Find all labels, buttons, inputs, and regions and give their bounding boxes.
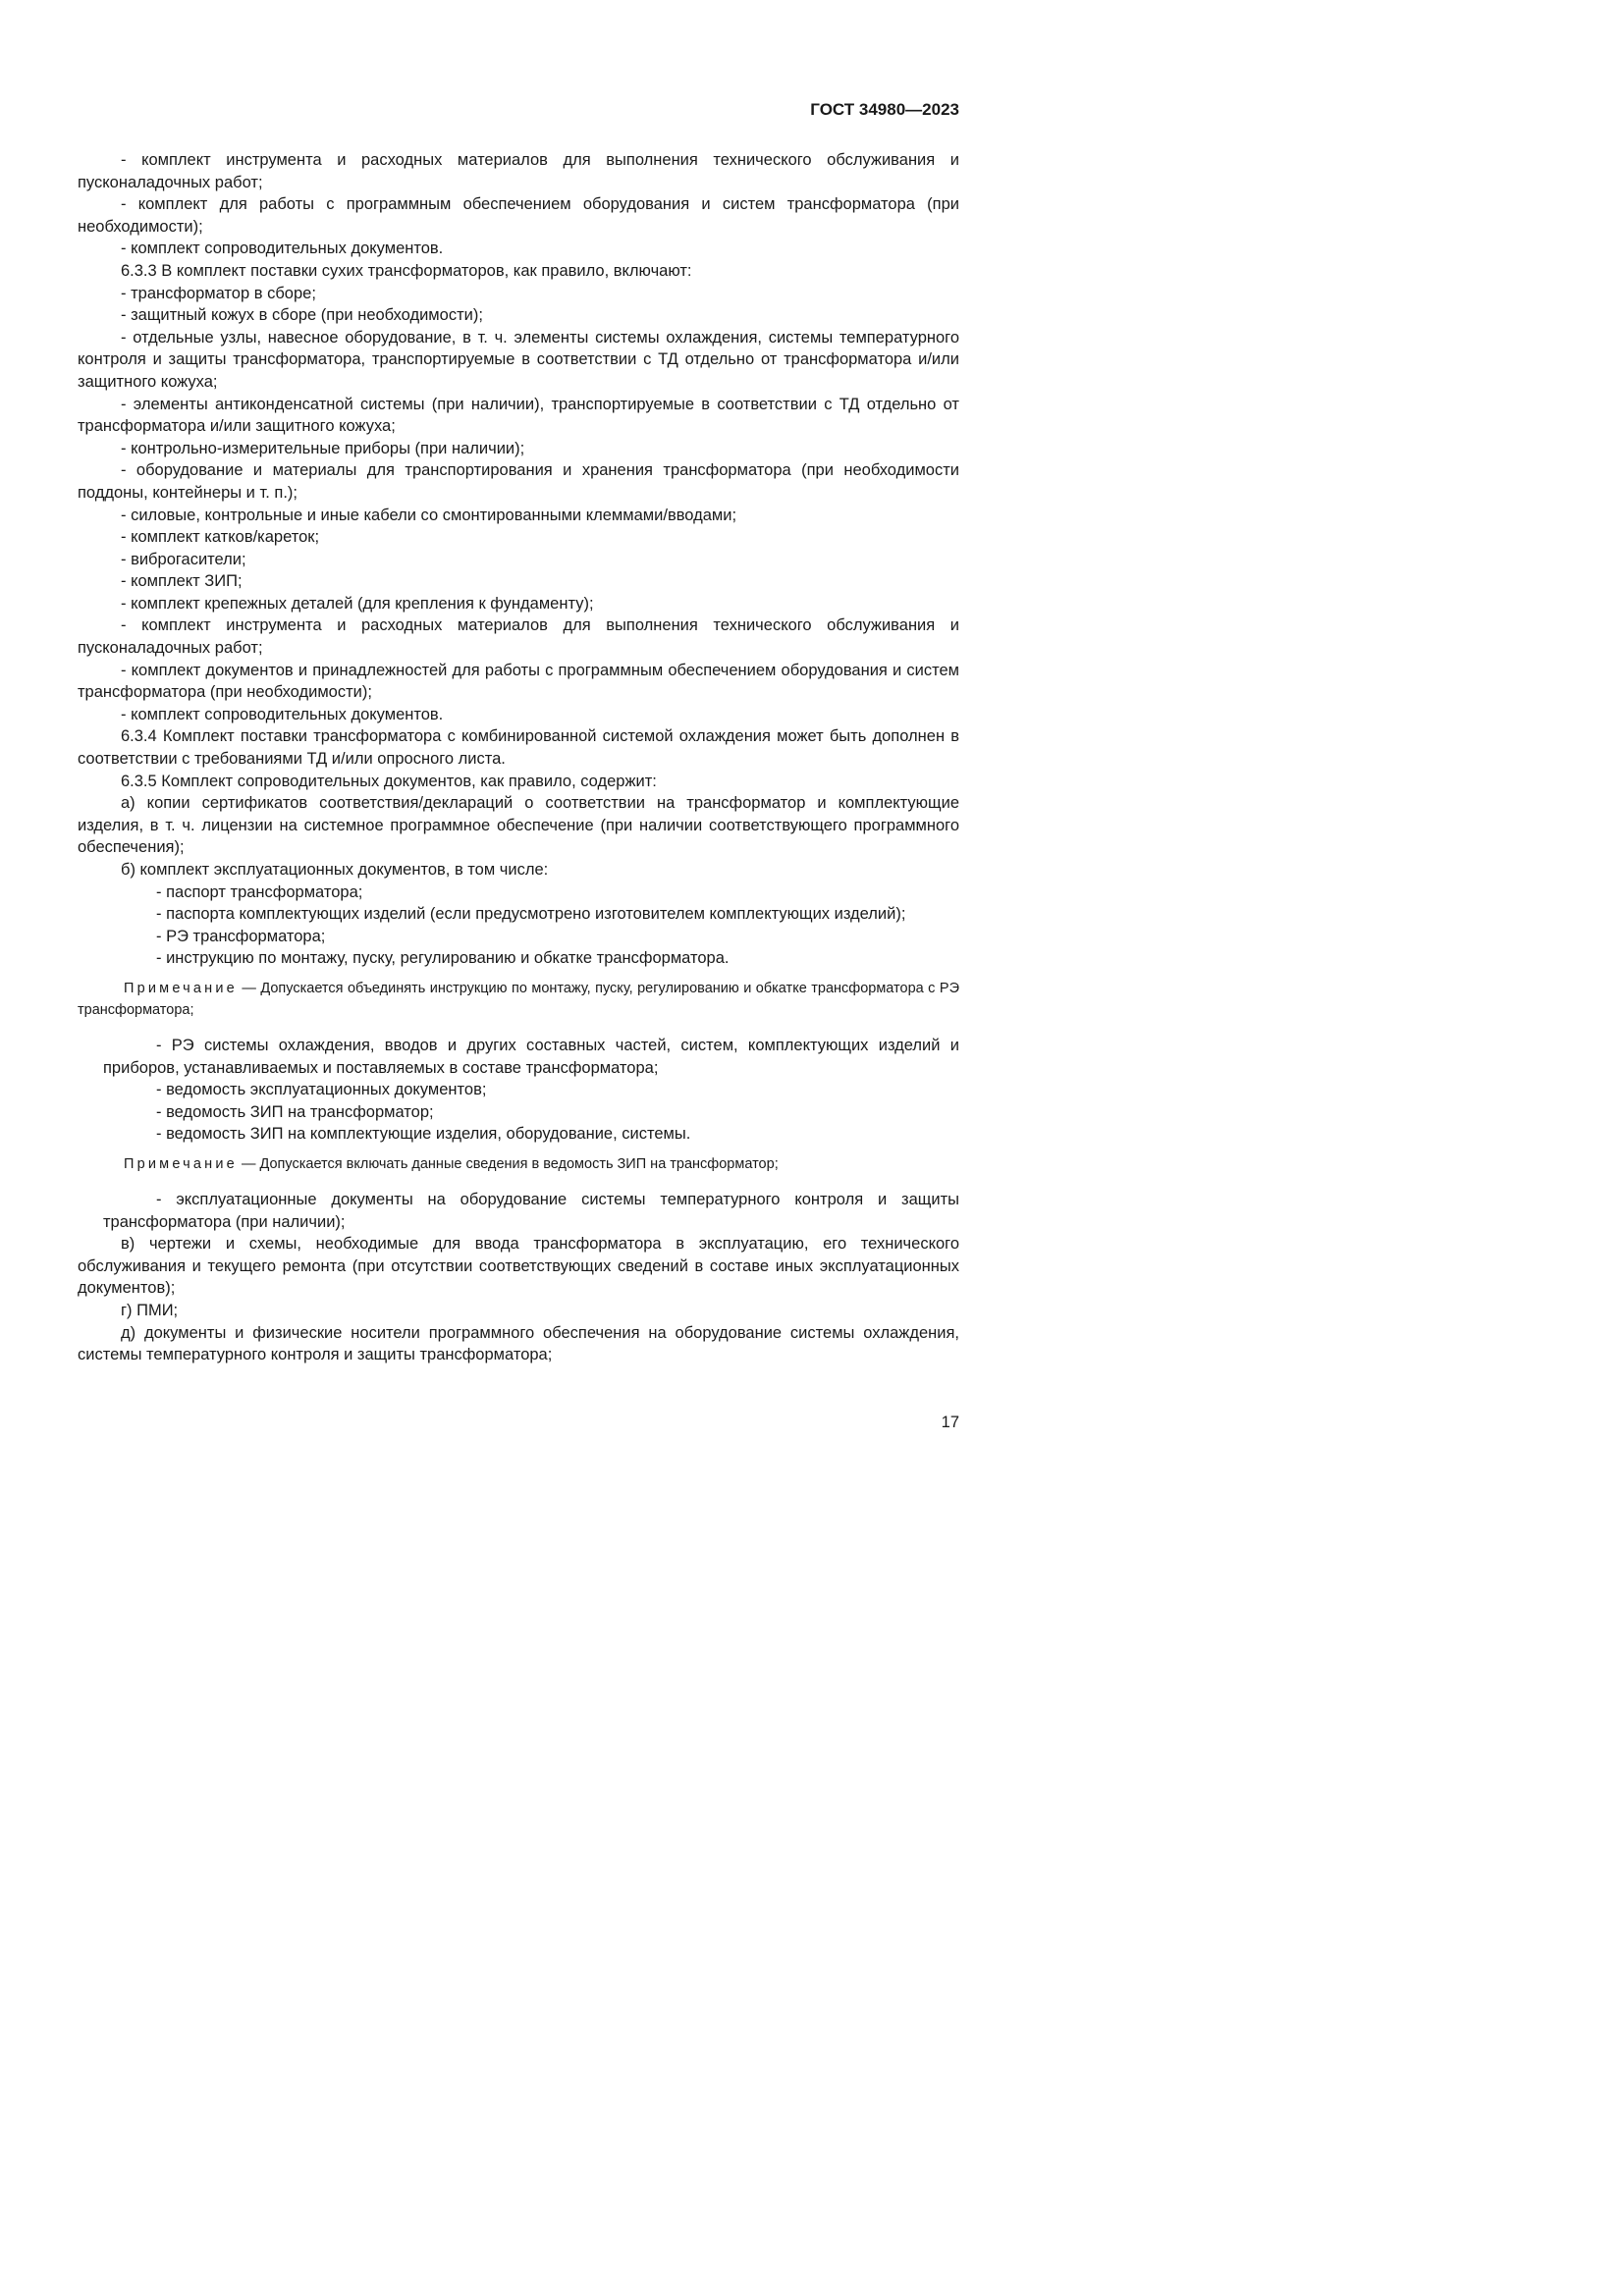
list-item: - трансформатор в сборе; xyxy=(121,284,316,302)
document-header: ГОСТ 34980—2023 xyxy=(810,100,959,119)
list-item: - силовые, контрольные и иные кабели со смонтированными клеммами/вводами; xyxy=(121,506,737,524)
list-item-g: г) ПМИ; xyxy=(121,1301,179,1319)
list-item: - комплект для работы с программным обеспечением оборудования и систем трансформатора (при необходимости); xyxy=(78,195,959,236)
sub-list-item: - ведомость ЗИП на комплектующие изделия, оборудование, системы. xyxy=(156,1125,691,1144)
list-item-d: д) документы и физические носители программного обеспечения на оборудование системы охлаждения, системы температурного контроля и защиты трансформатора; xyxy=(78,1323,959,1364)
list-item: - оборудование и материалы для транспортирования и хранения трансформатора (при необходимости поддоны, контейнеры и т. п.); xyxy=(78,461,959,502)
list-item-v: в) чертежи и схемы, необходимые для ввода трансформатора в эксплуатацию, его технического обслуживания и текущего ремонта (при отсутствии соответствующих сведений в составе иных эксплуатационных документов); xyxy=(78,1235,959,1298)
sub-list-item: - ведомость ЗИП на трансформатор; xyxy=(156,1102,434,1121)
list-item: - виброгасители; xyxy=(121,550,246,568)
list-item-a: а) копии сертификатов соответствия/деклараций о соответствии на трансформатор и комплектующие изделия, в т. ч. лицензии на системное программное обеспечение (при наличии соответствующего программного обеспечения); xyxy=(78,794,959,857)
note-label: Примечание xyxy=(124,980,238,996)
sub-list-item: - РЭ трансформатора; xyxy=(156,927,326,945)
list-item: - контрольно-измерительные приборы (при наличии); xyxy=(121,439,525,457)
note-2 xyxy=(78,1153,959,1175)
sub-list-item: - паспорта комплектующих изделий (если предусмотрено изготовителем комплектующих изделий); xyxy=(156,905,906,924)
note-text: — Допускается объединять инструкцию по монтажу, пуску, регулированию и обкатке трансформатора с РЭ трансформатора; xyxy=(78,980,959,1018)
note-label: Примечание xyxy=(124,1155,238,1172)
document-body xyxy=(78,149,959,1366)
sub-list-item: - РЭ системы охлаждения, вводов и других составных частей, систем, комплектующих изделий и приборов, устанавливаемых и поставляемых в составе трансформатора; xyxy=(103,1036,959,1077)
list-item: - комплект крепежных деталей (для крепления к фундаменту); xyxy=(121,594,594,613)
sub-list-item: - инструкцию по монтажу, пуску, регулированию и обкатке трансформатора. xyxy=(156,949,730,968)
sub-list-item: - эксплуатационные документы на оборудование системы температурного контроля и защиты трансформатора (при наличии); xyxy=(103,1190,959,1231)
list-item: - комплект инструмента и расходных материалов для выполнения технического обслуживания и пусконаладочных работ; xyxy=(78,151,959,191)
list-item-b: б) комплект эксплуатационных документов, в том числе: xyxy=(121,861,549,879)
list-item: - элементы антиконденсатной системы (при наличии), транспортируемые в соответствии с ТД отдельно от трансформатора и/или защитного кожуха; xyxy=(78,395,959,436)
clause-6-3-5: 6.3.5 Комплект сопроводительных документов, как правило, содержит: xyxy=(121,772,657,790)
clause-6-3-3: 6.3.3 В комплект поставки сухих трансформаторов, как правило, включают: xyxy=(121,261,692,280)
sub-list-item: - паспорт трансформатора; xyxy=(156,882,363,901)
list-item: - защитный кожух в сборе (при необходимости); xyxy=(121,306,483,325)
list-item: - отдельные узлы, навесное оборудование, в т. ч. элементы системы охлаждения, системы температурного контроля и защиты трансформатора, транспортируемые в соответствии с ТД отдельно от трансформатора и/или защитного кожуха; xyxy=(78,328,959,391)
clause-6-3-4: 6.3.4 Комплект поставки трансформатора с комбинированной системой охлаждения может быть дополнен в соответствии с требованиями ТД и/или опросного листа. xyxy=(78,727,959,769)
list-item: - комплект инструмента и расходных материалов для выполнения технического обслуживания и пусконаладочных работ; xyxy=(78,616,959,658)
note-1 xyxy=(78,978,959,1021)
list-item: - комплект катков/кареток; xyxy=(121,528,320,547)
document-page xyxy=(0,0,1084,1532)
sub-list-item: - ведомость эксплуатационных документов; xyxy=(156,1081,487,1099)
page-number: 17 xyxy=(941,1414,959,1431)
note-text: — Допускается включать данные сведения в ведомость ЗИП на трансформатор; xyxy=(237,1155,779,1172)
list-item: - комплект документов и принадлежностей для работы с программным обеспечением оборудования и систем трансформатора (при необходимости); xyxy=(78,661,959,702)
list-item: - комплект сопроводительных документов. xyxy=(121,705,444,723)
list-item: - комплект ЗИП; xyxy=(121,572,243,591)
list-item: - комплект сопроводительных документов. xyxy=(121,240,444,258)
